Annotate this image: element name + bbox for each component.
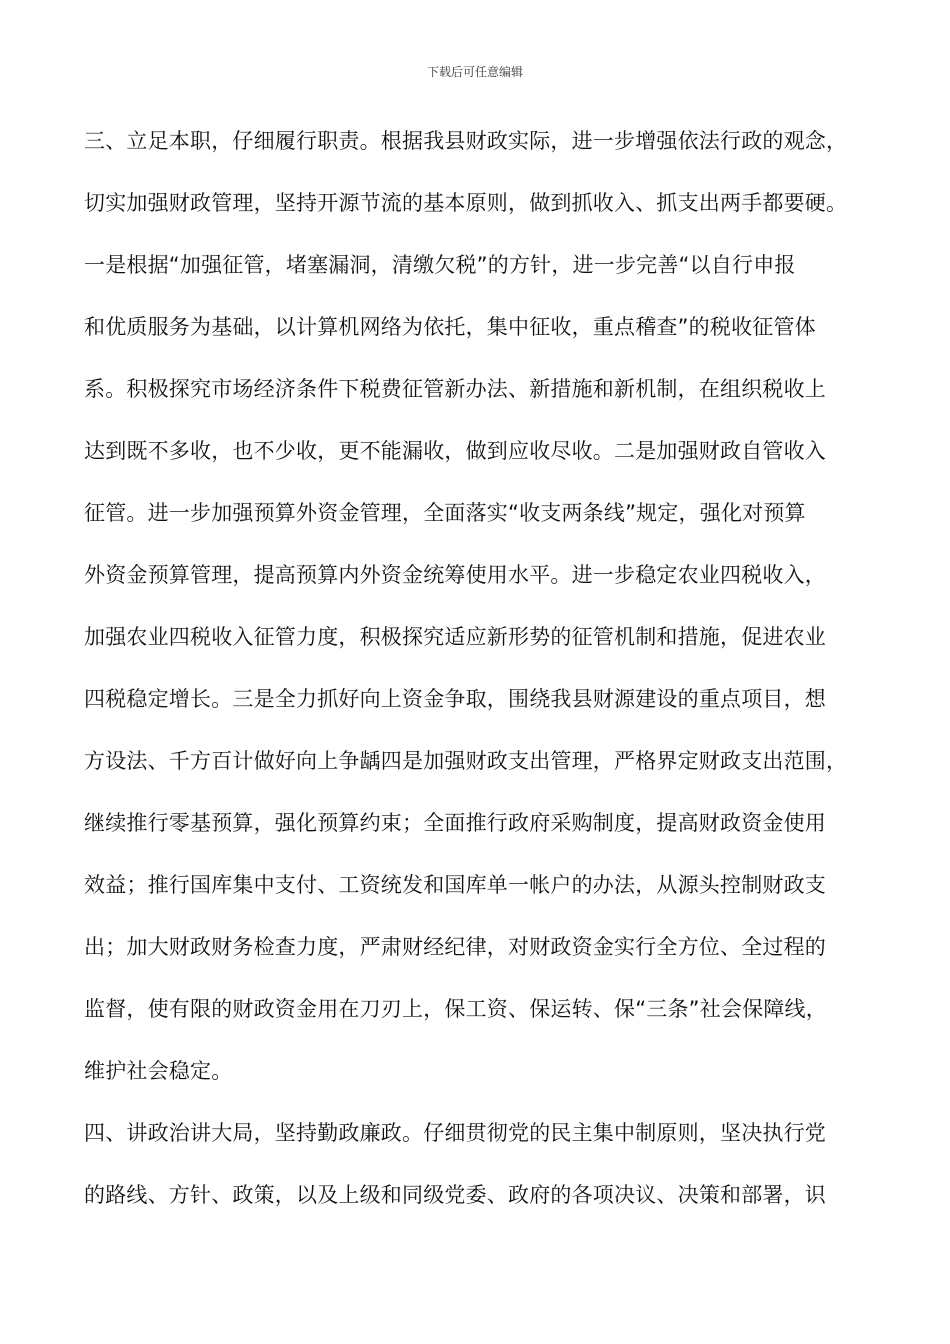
text-line: 三、立足本职，仔细履行职责。根据我县财政实际，进一步增强依法行政的观念， <box>84 129 848 153</box>
text-line: 四、讲政治讲大局，坚持勤政廉政。仔细贯彻党的民主集中制原则，坚决执行党 <box>84 1121 826 1145</box>
text-line: 切实加强财政管理，坚持开源节流的基本原则，做到抓收入、抓支出两手都要硬。 <box>84 191 848 215</box>
text-line: 方设法、千方百计做好向上争龋四是加强财政支出管理，严格界定财政支出范围， <box>84 749 848 773</box>
text-line: 外资金预算管理，提高预算内外资金统筹使用水平。进一步稳定农业四税收入， <box>84 563 826 587</box>
text-line: 系。积极探究市场经济条件下税费征管新办法、新措施和新机制，在组织税收上 <box>84 377 826 401</box>
text-line: 维护社会稳定。 <box>84 1059 233 1083</box>
text-line: 一是根据“加强征管，堵塞漏洞，清缴欠税”的方针，进一步完善“以自行申报 <box>84 253 796 277</box>
text-line: 四税稳定增长。三是全力抓好向上资金争取，围绕我县财源建设的重点项目，想 <box>84 687 826 711</box>
text-line: 监督，使有限的财政资金用在刀刃上，保工资、保运转、保“三条”社会保障线， <box>84 997 827 1021</box>
text-line: 达到既不多收，也不少收，更不能漏收，做到应收尽收。二是加强财政自管收入 <box>84 439 826 463</box>
text-line: 和优质服务为基础，以计算机网络为依托，集中征收，重点稽查”的税收征管体 <box>84 315 816 339</box>
text-line: 出；加大财政财务检查力度，严肃财经纪律，对财政资金实行全方位、全过程的 <box>84 935 826 959</box>
document-body <box>84 110 884 1226</box>
text-line: 加强农业四税收入征管力度，积极探究适应新形势的征管机制和措施，促进农业 <box>84 625 826 649</box>
page-header: 下载后可任意编辑 <box>426 65 523 79</box>
text-line: 征管。进一步加强预算外资金管理，全面落实“收支两条线”规定，强化对预算 <box>84 501 806 525</box>
text-line: 继续推行零基预算，强化预算约束；全面推行政府采购制度，提高财政资金使用 <box>84 811 826 835</box>
text-line: 的路线、方针、政策，以及上级和同级党委、政府的各项决议、决策和部署，识 <box>84 1183 826 1207</box>
text-line: 效益；推行国库集中支付、工资统发和国库单一帐户的办法，从源头控制财政支 <box>84 873 826 897</box>
